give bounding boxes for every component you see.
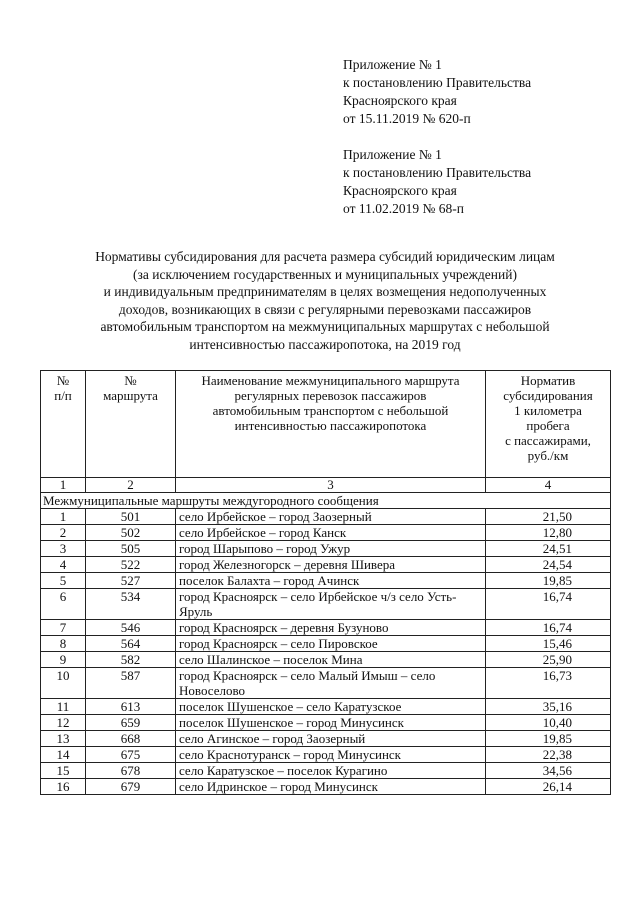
route-number: 587 [86, 668, 176, 699]
table-row [41, 541, 611, 557]
route-number: 527 [86, 573, 176, 589]
header-text: интенсивностью пассажиропотока [234, 418, 427, 433]
route-number: 564 [86, 636, 176, 652]
route-name: поселок Шушенское – село Каратузское [176, 699, 486, 715]
subsidy-norm: 26,14 [486, 779, 611, 795]
route-number: 505 [86, 541, 176, 557]
header-text: № [56, 373, 70, 388]
route-number: 582 [86, 652, 176, 668]
subsidy-norm: 12,80 [486, 525, 611, 541]
route-number: 502 [86, 525, 176, 541]
table-row [41, 557, 611, 573]
route-name: город Красноярск – село Ирбейское ч/з село Усть-Яруль [176, 589, 486, 620]
subsidy-norm: 16,73 [486, 668, 611, 699]
row-index: 11 [41, 699, 86, 715]
route-number: 534 [86, 589, 176, 620]
route-number: 501 [86, 509, 176, 525]
subsidy-norm: 25,90 [486, 652, 611, 668]
row-index: 1 [41, 509, 86, 525]
route-number: 678 [86, 763, 176, 779]
route-name: село Ирбейское – город Канск [176, 525, 486, 541]
title-line: Нормативы субсидирования для расчета размера субсидий юридическим лицам [95, 249, 555, 264]
route-number: 659 [86, 715, 176, 731]
table-row [41, 652, 611, 668]
row-index: 14 [41, 747, 86, 763]
route-name: поселок Балахта – город Ачинск [176, 573, 486, 589]
table-row [41, 763, 611, 779]
table-row [41, 779, 611, 795]
subsidy-norm: 19,85 [486, 573, 611, 589]
appendix-region: Красноярского края [343, 93, 457, 108]
row-index: 10 [41, 668, 86, 699]
route-number: 546 [86, 620, 176, 636]
table-row [41, 636, 611, 652]
header-subsidy-norm [486, 371, 611, 478]
header-text: автомобильным транспортом с небольшой [212, 403, 449, 418]
header-text: Наименование межмуниципального маршрута [201, 373, 460, 388]
row-index: 5 [41, 573, 86, 589]
appendix-label: Приложение № 1 [343, 57, 442, 72]
route-name: город Красноярск – село Пировское [176, 636, 486, 652]
route-name: город Красноярск – село Малый Имыш – село Новоселово [176, 668, 486, 699]
route-number: 668 [86, 731, 176, 747]
row-index: 15 [41, 763, 86, 779]
subsidy-norm: 10,40 [486, 715, 611, 731]
subsidy-norm: 24,51 [486, 541, 611, 557]
header-route-number [86, 371, 176, 478]
appendix-label: Приложение № 1 [343, 147, 442, 162]
route-name: село Каратузское – поселок Курагино [176, 763, 486, 779]
route-name: город Красноярск – деревня Бузуново [176, 620, 486, 636]
appendix-header-original [343, 146, 603, 218]
route-name: город Шарыпово – город Ужур [176, 541, 486, 557]
column-number-row [41, 478, 611, 493]
row-index: 2 [41, 525, 86, 541]
table-row [41, 747, 611, 763]
table-row [41, 573, 611, 589]
title-line: доходов, возникающих в связи с регулярными перевозками пассажиров [118, 301, 532, 317]
section-title: Межмуниципальные маршруты междугородного сообщения [41, 493, 611, 509]
subsidy-norm: 24,54 [486, 557, 611, 573]
table-row [41, 525, 611, 541]
table-row [41, 509, 611, 525]
header-text: № [124, 373, 137, 388]
title-line: автомобильным транспортом на межмуниципальных маршрутах с небольшой [100, 319, 550, 335]
subsidy-norm: 19,85 [486, 731, 611, 747]
subsidy-norm: 16,74 [486, 589, 611, 620]
header-text: пробега [526, 418, 570, 433]
table-row [41, 699, 611, 715]
header-text: регулярных перевозок пассажиров [234, 388, 427, 403]
row-index: 16 [41, 779, 86, 795]
route-name: поселок Шушенское – город Минусинск [176, 715, 486, 731]
subsidy-norm: 16,74 [486, 620, 611, 636]
title-line: (за исключением государственных и муниципальных учреждений) [133, 266, 517, 282]
route-name: село Агинское – город Заозерный [176, 731, 486, 747]
route-name: село Краснотуранск – город Минусинск [176, 747, 486, 763]
subsidy-norms-table [40, 370, 611, 795]
table-row [41, 668, 611, 699]
header-text: 1 километра [514, 403, 582, 418]
appendix-region: Красноярского края [343, 183, 457, 198]
appendix-header-current [343, 56, 603, 128]
document-title [40, 248, 610, 354]
table-row [41, 731, 611, 747]
header-text: маршрута [103, 388, 158, 403]
route-name: село Шалинское – поселок Мина [176, 652, 486, 668]
table-row [41, 589, 611, 620]
appendix-resolution: к постановлению Правительства [343, 165, 532, 180]
row-index: 4 [41, 557, 86, 573]
header-text: руб./км [527, 448, 569, 463]
column-number: 3 [176, 478, 486, 493]
header-text: с пассажирами, [505, 433, 591, 448]
subsidy-norm: 15,46 [486, 636, 611, 652]
subsidy-norm: 35,16 [486, 699, 611, 715]
subsidy-norm: 22,38 [486, 747, 611, 763]
table-row [41, 715, 611, 731]
row-index: 7 [41, 620, 86, 636]
row-index: 13 [41, 731, 86, 747]
header-route-name [176, 371, 486, 478]
header-text: п/п [54, 388, 72, 403]
column-number: 2 [86, 478, 176, 493]
title-line: интенсивностью пассажиропотока, на 2019 год [189, 336, 461, 352]
appendix-date: от 11.02.2019 № 68-п [343, 201, 464, 216]
route-number: 679 [86, 779, 176, 795]
header-row-number [41, 371, 86, 478]
table-header-row [41, 371, 611, 478]
route-number: 522 [86, 557, 176, 573]
route-name: город Железногорск – деревня Шивера [176, 557, 486, 573]
row-index: 6 [41, 589, 86, 620]
subsidy-norm: 34,56 [486, 763, 611, 779]
row-index: 12 [41, 715, 86, 731]
subsidy-norm: 21,50 [486, 509, 611, 525]
appendix-date: от 15.11.2019 № 620-п [343, 111, 471, 126]
row-index: 9 [41, 652, 86, 668]
column-number: 4 [486, 478, 611, 493]
row-index: 3 [41, 541, 86, 557]
table-row [41, 620, 611, 636]
route-name: село Идринское – город Минусинск [176, 779, 486, 795]
header-text: субсидирования [503, 388, 593, 403]
route-name: село Ирбейское – город Заозерный [176, 509, 486, 525]
row-index: 8 [41, 636, 86, 652]
title-line: и индивидуальным предпринимателям в целях возмещения недополученных [103, 284, 547, 300]
section-row [41, 493, 611, 509]
column-number: 1 [41, 478, 86, 493]
appendix-resolution: к постановлению Правительства [343, 75, 532, 90]
route-number: 675 [86, 747, 176, 763]
route-number: 613 [86, 699, 176, 715]
header-text: Норматив [520, 373, 576, 388]
